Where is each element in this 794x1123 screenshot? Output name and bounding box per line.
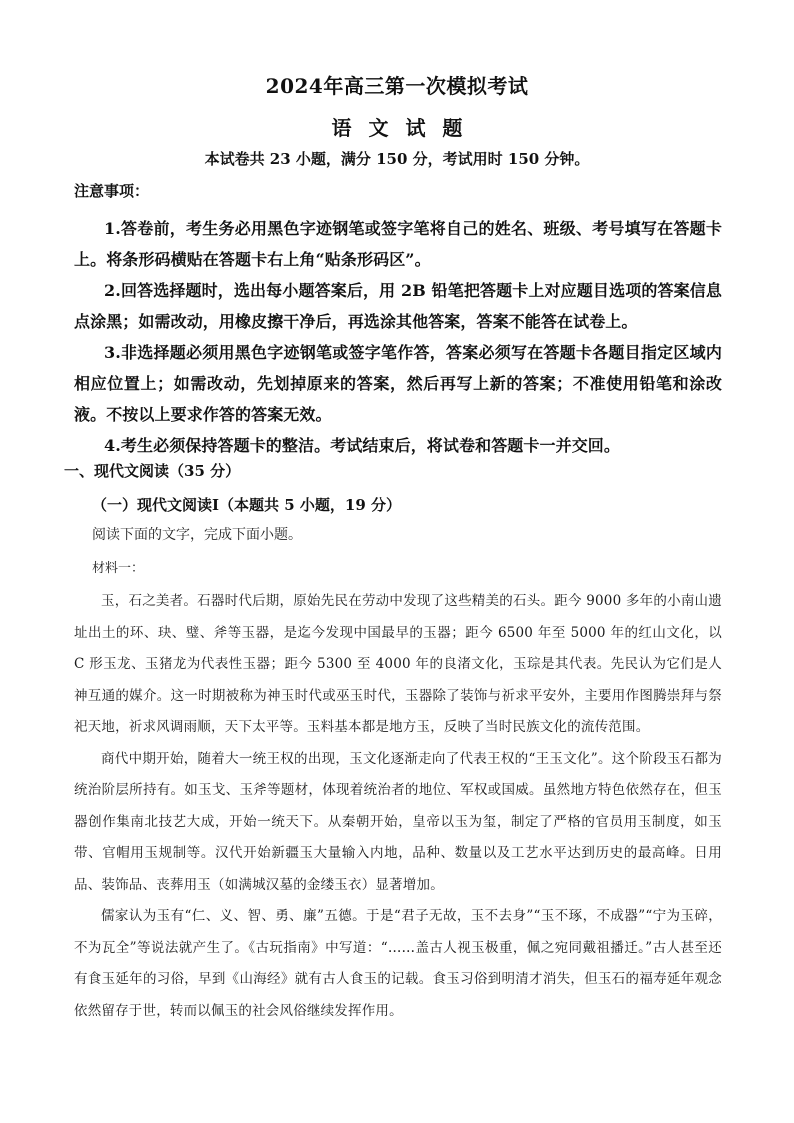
material-label: 材料一： [92, 561, 145, 576]
material-paragraph: 商代中期开始，随着大一统王权的出现，玉文化逐渐走向了代表王权的“王玉文化”。这个阶段玉石都为统治阶层所持有。如玉戈、玉斧等题材，体现着统治者的地位、军权或国威。虽然地方特色依然存在，但玉器创作集南北技艺大成，开始一统天下。从秦朝开始，皇帝以玉为玺，制定了严格的官员用玉制度，如玉带、官帽用玉规制等。汉代开始新疆玉大量输入内地，品种、数量以及工艺水平达到历史的最高峰。日用品、装饰品、丧葬用玉（如满城汉墓的金缕玉衣）显著增加。 [74, 750, 722, 893]
reading-instruction: 阅读下面的文字，完成下面小题。 [92, 527, 302, 543]
material-body [74, 586, 722, 1027]
exam-title: 2024年高三第一次模拟考试 [265, 74, 529, 98]
exam-info: 本试卷共 23 小题，满分 150 分，考试用时 150 分钟。 [204, 150, 590, 168]
subsection-heading: （一）现代文阅读Ⅰ（本题共 5 小题，19 分） [92, 496, 401, 514]
notes-list [74, 213, 722, 461]
note-item: 1.答卷前，考生务必用黑色字迹钢笔或签字笔将自己的姓名、班级、考号填写在答题卡上。将条形码横贴在答题卡右上角“贴条形码区”。 [74, 219, 722, 269]
material-paragraph: 儒家认为玉有“仁、义、智、勇、廉”五德。于是“君子无故，玉不去身”“玉不琢，不成器”“宁为玉碎，不为瓦全”等说法就产生了。《古玩指南》中写道：“……盖古人视玉极重，佩之宛同戴祖播迁。”古人甚至还有食玉延年的习俗，早到《山海经》就有古人食玉的记载。食玉习俗到明清才消失，但玉石的福寿延年观念依然留存于世，转而以佩玉的社会风俗继续发挥作用。 [74, 908, 722, 1019]
note-item: 3.非选择题必须用黑色字迹钢笔或签字笔作答，答案必须写在答题卡各题目指定区域内相应位置上；如需改动，先划掉原来的答案，然后再写上新的答案；不准使用铅笔和涂改液。不按以上要求作答的答案无效。 [74, 343, 722, 424]
material-paragraph: 玉，石之美者。石器时代后期，原始先民在劳动中发现了这些精美的石头。距今 9000 多年的小南山遗址出土的环、玦、璧、斧等玉器，是迄今发现中国最早的玉器；距今 6500 年至 5000 年的红山文化，以 C 形玉龙、玉猪龙为代表性玉器；距今 5300 至 4000 年的良渚文化，玉琮是其代表。先民认为它们是人神互通的媒介。这一时期被称为神玉时代或巫玉时代，玉器除了装饰与祈求平安外，主要用作图腾崇拜与祭祀天地，祈求风调雨顺，天下太平等。玉料基本都是地方玉，反映了当时民族文化的流传范围。 [74, 593, 722, 735]
subject-title: 语 文 试 题 [331, 116, 463, 140]
note-item: 4.考生必须保持答题卡的整洁。考试结束后，将试卷和答题卡一并交回。 [104, 436, 621, 455]
note-item: 2.回答选择题时，选出每小题答案后，用 2B 铅笔把答题卡上对应题目选项的答案信息点涂黑；如需改动，用橡皮擦干净后，再选涂其他答案，答案不能答在试卷上。 [74, 281, 722, 331]
notes-heading: 注意事项： [74, 182, 150, 200]
section-heading: 一、现代文阅读（35 分） [64, 462, 241, 480]
